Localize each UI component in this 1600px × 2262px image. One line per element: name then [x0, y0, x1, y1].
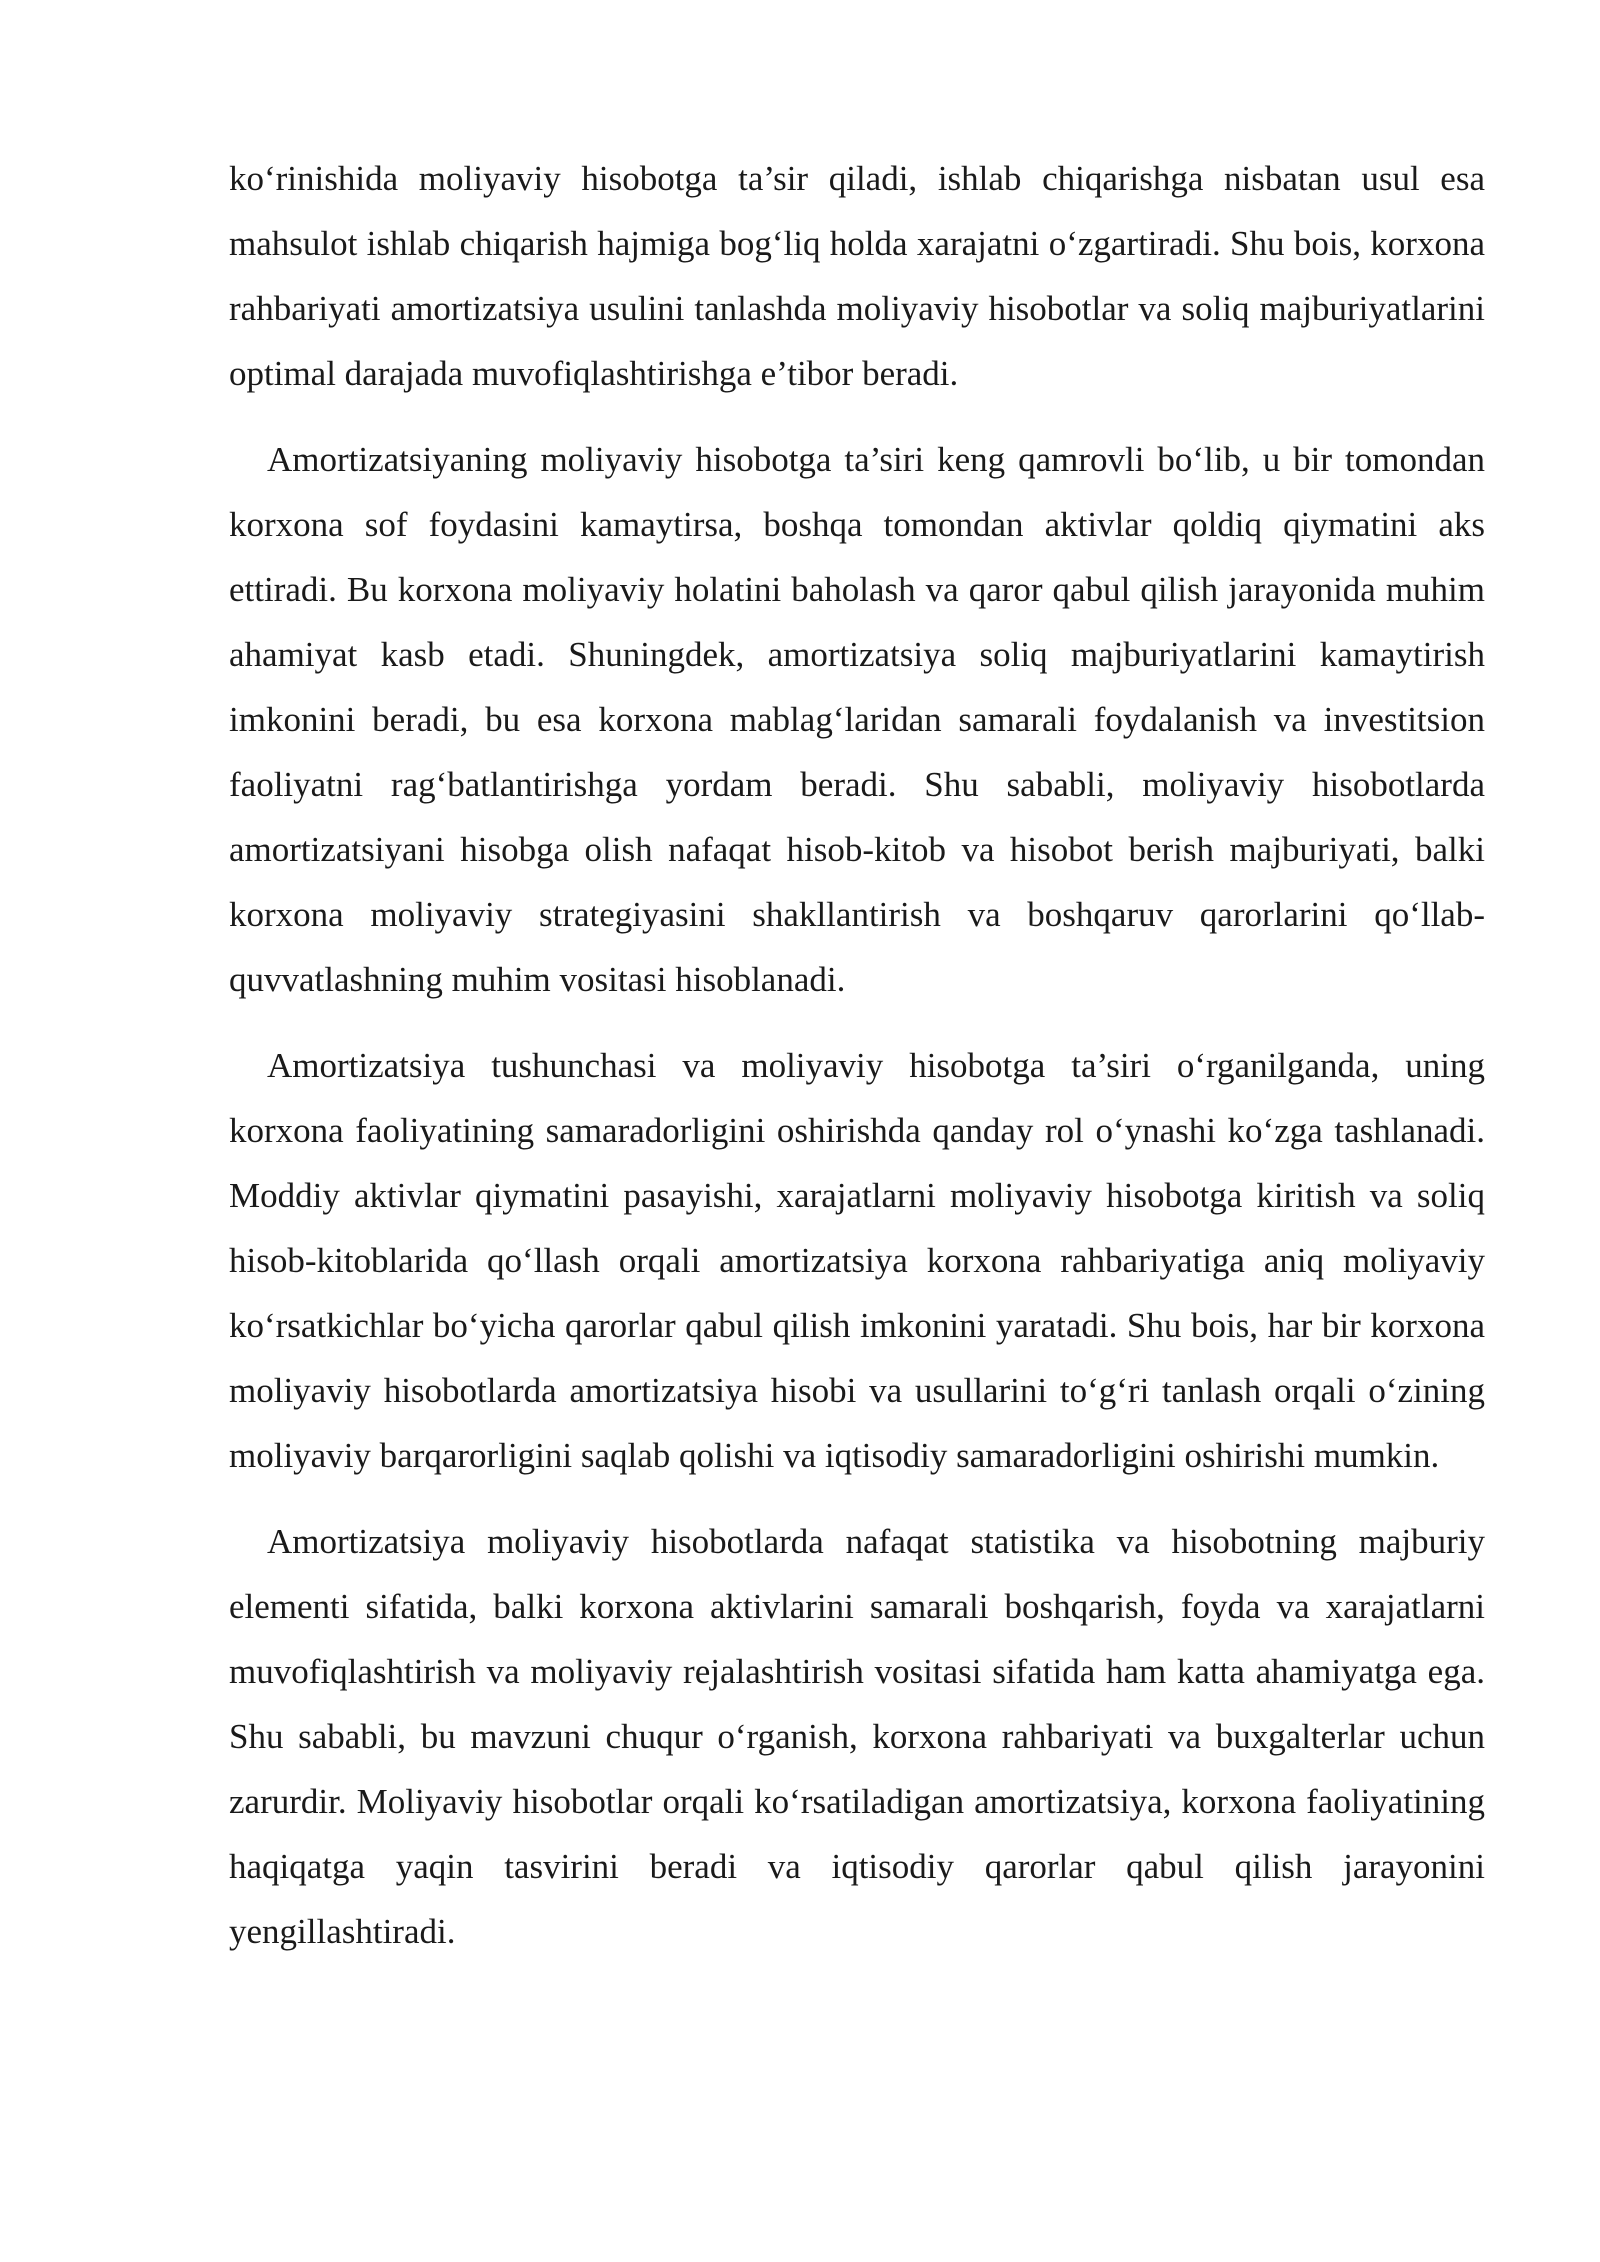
body-text — [229, 146, 1485, 1985]
paragraph: Amortizatsiyaning moliyaviy hisobotga ta’siri keng qamrovli bo‘lib, u bir tomondan korxona sof foydasini kamaytirsa, boshqa tomondan aktivlar qoldiq qiymatini aks ettiradi. Bu korxona moliyaviy holatini baholash va qaror qabul qilish jarayonida muhim ahamiyat kasb etadi. Shuningdek, amortizatsiya soliq majburiyatlarini kamaytirish imkonini beradi, bu esa korxona mablag‘laridan samarali foydalanish va investitsion faoliyatni rag‘batlantirishga yordam beradi. Shu sababli, moliyaviy hisobotlarda amortizatsiyani hisobga olish nafaqat hisob-kitob va hisobot berish majburiyati, balki korxona moliyaviy strategiyasini shakllantirish va boshqaruv qarorlarini qo‘llab-quvvatlashning muhim vositasi hisoblanadi. — [229, 440, 1485, 999]
paragraph: Amortizatsiya moliyaviy hisobotlarda nafaqat statistika va hisobotning majburiy elementi sifatida, balki korxona aktivlarini samarali boshqarish, foyda va xarajatlarni muvofiqlashtirish va moliyaviy rejalashtirish vositasi sifatida ham katta ahamiyatga ega. Shu sababli, bu mavzuni chuqur o‘rganish, korxona rahbariyati va buxgalterlar uchun zarurdir. Moliyaviy hisobotlar orqali ko‘rsatiladigan amortizatsiya, korxona faoliyatining haqiqatga yaqin tasvirini beradi va iqtisodiy qarorlar qabul qilish jarayonini yengillashtiradi. — [229, 1522, 1485, 1951]
paragraph: Amortizatsiya tushunchasi va moliyaviy hisobotga ta’siri o‘rganilganda, uning korxona faoliyatining samaradorligini oshirishda qanday rol o‘ynashi ko‘zga tashlanadi. Moddiy aktivlar qiymatini pasayishi, xarajatlarni moliyaviy hisobotga kiritish va soliq hisob-kitoblarida qo‘llash orqali amortizatsiya korxona rahbariyatiga aniq moliyaviy ko‘rsatkichlar bo‘yicha qarorlar qabul qilish imkonini yaratadi. Shu bois, har bir korxona moliyaviy hisobotlarda amortizatsiya hisobi va usullarini to‘g‘ri tanlash orqali o‘zining moliyaviy barqarorligini saqlab qolishi va iqtisodiy samaradorligini oshirishi mumkin. — [229, 1046, 1485, 1475]
paragraph-continued: ko‘rinishida moliyaviy hisobotga ta’sir qiladi, ishlab chiqarishga nisbatan usul esa mahsulot ishlab chiqarish hajmiga bog‘liq holda xarajatni o‘zgartiradi. Shu bois, korxona rahbariyati amortizatsiya usulini tanlashda moliyaviy hisobotlar va soliq majburiyatlarini optimal darajada muvofiqlashtirishga e’tibor beradi. — [229, 159, 1485, 393]
